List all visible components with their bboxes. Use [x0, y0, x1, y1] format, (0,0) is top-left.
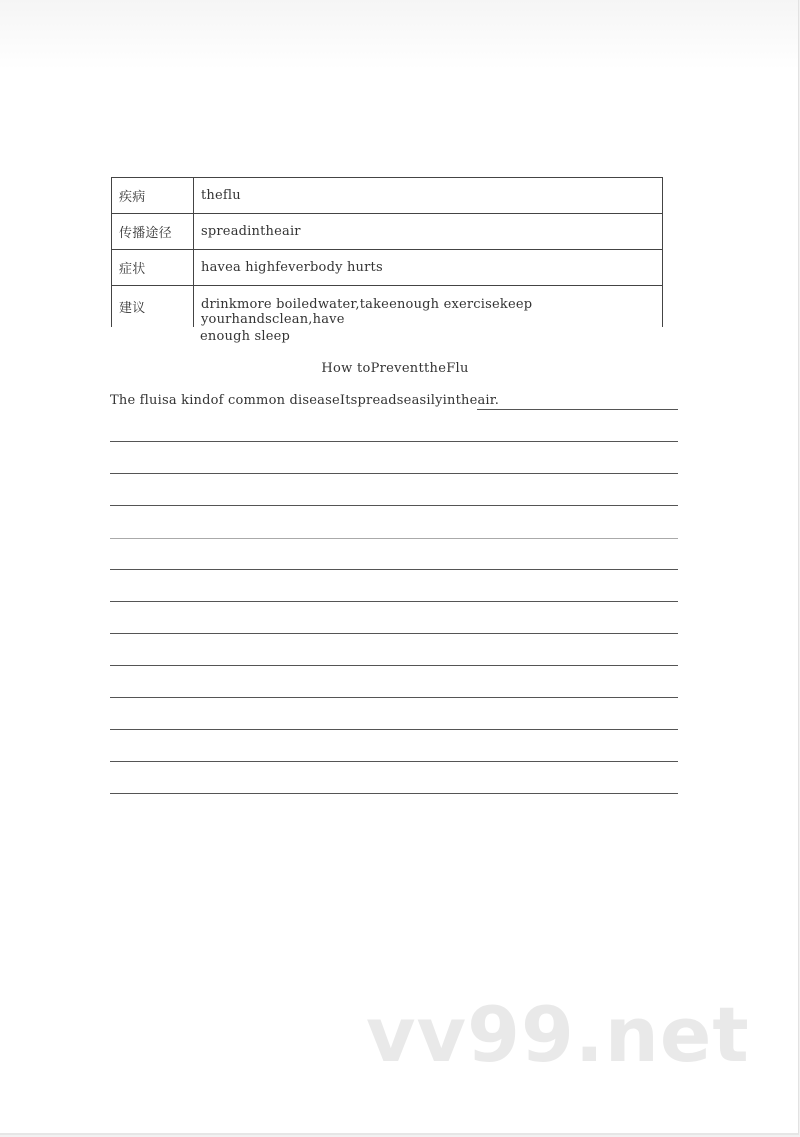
essay-title: How toPreventtheFlu [321, 361, 469, 376]
table-value-cell: spreadintheair [194, 214, 663, 250]
table-label-cell: 传播途径 [112, 214, 194, 250]
writing-line [110, 729, 678, 730]
table-row [112, 250, 663, 286]
writing-line [110, 505, 678, 506]
writing-line [110, 697, 678, 698]
table-row [112, 178, 663, 214]
table-continuation-text: enough sleep [200, 329, 291, 344]
flu-info-table [111, 177, 663, 327]
essay-first-line: The fluisa kindof common diseaseItspreadseasilyintheair. [110, 393, 500, 408]
writing-line [110, 761, 678, 762]
writing-line [110, 441, 678, 442]
table-label-cell: 症状 [112, 250, 194, 286]
table-value-cell: drinkmore boiledwater,takeenough exercisekeep yourhandsclean,have [194, 286, 663, 328]
writing-line [110, 665, 678, 666]
writing-line [110, 473, 678, 474]
table-row [112, 286, 663, 328]
writing-line [110, 633, 678, 634]
page-top-shade [0, 0, 798, 70]
writing-blank-line [477, 409, 678, 410]
writing-line [110, 569, 678, 570]
table-label-cell: 建议 [112, 286, 194, 328]
writing-line [110, 793, 678, 794]
table-value-cell: theflu [194, 178, 663, 214]
table-value-cell: havea highfeverbody hurts [194, 250, 663, 286]
table-row [112, 214, 663, 250]
table-label-cell: 疾病 [112, 178, 194, 214]
writing-line [110, 538, 678, 539]
writing-line [110, 601, 678, 602]
watermark: vv99.net [366, 990, 750, 1079]
